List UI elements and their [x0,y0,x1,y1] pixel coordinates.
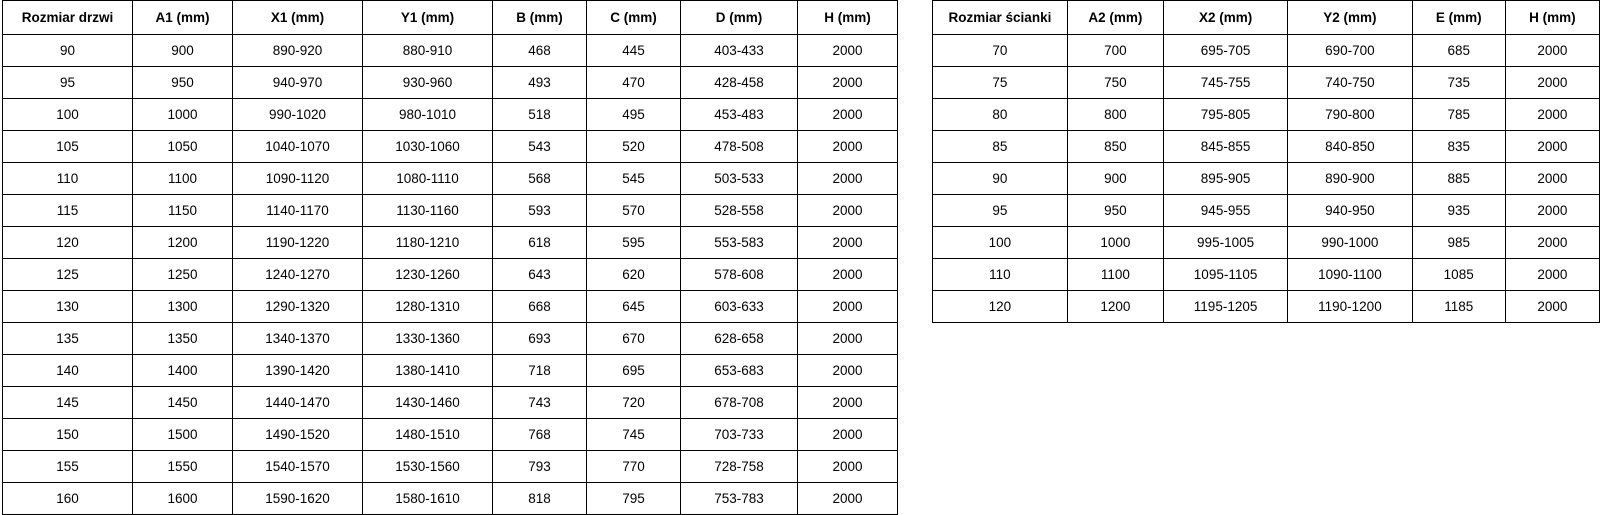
cell: 1040-1070 [233,131,363,163]
cell: 593 [493,195,587,227]
cell: 930-960 [363,67,493,99]
cell: 1230-1260 [363,259,493,291]
cell: 518 [493,99,587,131]
cell: 90 [933,163,1068,195]
cell: 110 [933,259,1068,291]
cell: 990-1000 [1288,227,1412,259]
cell: 818 [493,483,587,515]
cell: 140 [3,355,133,387]
cell: 2000 [798,323,898,355]
cell: 120 [933,291,1068,323]
table-row [3,67,898,99]
cell: 1190-1220 [233,227,363,259]
cell: 850 [1067,131,1163,163]
cell: 695 [587,355,681,387]
cell: 790-800 [1288,99,1412,131]
cell: 2000 [1505,259,1599,291]
cell: 520 [587,131,681,163]
cell: 1330-1360 [363,323,493,355]
cell: 578-608 [681,259,798,291]
cell: 835 [1412,131,1505,163]
cell: 1400 [133,355,233,387]
cell: 493 [493,67,587,99]
cell: 1085 [1412,259,1505,291]
cell: 940-970 [233,67,363,99]
cell: 403-433 [681,35,798,67]
cell: 553-583 [681,227,798,259]
cell: 770 [587,451,681,483]
cell: 1600 [133,483,233,515]
cell: 980-1010 [363,99,493,131]
cell: 1590-1620 [233,483,363,515]
cell: 2000 [1505,131,1599,163]
cell: 753-783 [681,483,798,515]
cell: 940-950 [1288,195,1412,227]
cell: 2000 [798,355,898,387]
column-header-y1: Y1 (mm) [363,1,493,35]
column-header-c: C (mm) [587,1,681,35]
cell: 1180-1210 [363,227,493,259]
table-row [933,195,1600,227]
doors-dimensions-table [2,0,898,515]
cell: 1095-1105 [1163,259,1287,291]
cell: 1480-1510 [363,419,493,451]
cell: 2000 [798,483,898,515]
cell: 1450 [133,387,233,419]
cell: 2000 [798,291,898,323]
cell: 1540-1570 [233,451,363,483]
cell: 2000 [798,99,898,131]
cell: 840-850 [1288,131,1412,163]
walls-dimensions-table [932,0,1600,323]
cell: 2000 [1505,163,1599,195]
cell: 75 [933,67,1068,99]
cell: 645 [587,291,681,323]
cell: 1185 [1412,291,1505,323]
cell: 1200 [1067,291,1163,323]
cell: 1490-1520 [233,419,363,451]
cell: 653-683 [681,355,798,387]
cell: 720 [587,387,681,419]
cell: 890-920 [233,35,363,67]
column-header-h: H (mm) [798,1,898,35]
table-row [3,483,898,515]
cell: 160 [3,483,133,515]
cell: 768 [493,419,587,451]
table-header-row [933,1,1600,35]
column-header-y2: Y2 (mm) [1288,1,1412,35]
cell: 2000 [798,451,898,483]
cell: 800 [1067,99,1163,131]
cell: 1195-1205 [1163,291,1287,323]
cell: 1080-1110 [363,163,493,195]
cell: 1250 [133,259,233,291]
cell: 795-805 [1163,99,1287,131]
cell: 885 [1412,163,1505,195]
cell: 478-508 [681,131,798,163]
table-row [933,259,1600,291]
walls-table-head [933,1,1600,35]
cell: 2000 [798,35,898,67]
cell: 125 [3,259,133,291]
cell: 2000 [798,163,898,195]
cell: 468 [493,35,587,67]
cell: 2000 [798,387,898,419]
cell: 110 [3,163,133,195]
column-header-b: B (mm) [493,1,587,35]
cell: 1090-1120 [233,163,363,195]
cell: 795 [587,483,681,515]
cell: 743 [493,387,587,419]
cell: 900 [133,35,233,67]
table-row [3,451,898,483]
cell: 735 [1412,67,1505,99]
cell: 2000 [798,131,898,163]
cell: 1200 [133,227,233,259]
column-header-x2: X2 (mm) [1163,1,1287,35]
table-header-row [3,1,898,35]
cell: 1430-1460 [363,387,493,419]
cell: 568 [493,163,587,195]
cell: 1030-1060 [363,131,493,163]
cell: 115 [3,195,133,227]
cell: 1390-1420 [233,355,363,387]
table-row [3,35,898,67]
doors-dimensions-table-block [2,0,898,515]
cell: 2000 [1505,67,1599,99]
table-row [3,163,898,195]
cell: 1140-1170 [233,195,363,227]
cell: 80 [933,99,1068,131]
cell: 895-905 [1163,163,1287,195]
table-row [933,163,1600,195]
cell: 740-750 [1288,67,1412,99]
cell: 2000 [1505,99,1599,131]
table-row [3,99,898,131]
cell: 595 [587,227,681,259]
table-row [3,355,898,387]
table-row [933,131,1600,163]
table-row [3,419,898,451]
cell: 95 [3,67,133,99]
cell: 1580-1610 [363,483,493,515]
doors-table-head [3,1,898,35]
cell: 150 [3,419,133,451]
cell: 495 [587,99,681,131]
cell: 750 [1067,67,1163,99]
cell: 545 [587,163,681,195]
cell: 1130-1160 [363,195,493,227]
cell: 130 [3,291,133,323]
cell: 950 [133,67,233,99]
cell: 543 [493,131,587,163]
column-header-rozmiar-drzwi: Rozmiar drzwi [3,1,133,35]
cell: 678-708 [681,387,798,419]
cell: 728-758 [681,451,798,483]
cell: 603-633 [681,291,798,323]
cell: 785 [1412,99,1505,131]
table-row [3,323,898,355]
cell: 2000 [798,67,898,99]
cell: 670 [587,323,681,355]
cell: 1550 [133,451,233,483]
cell: 745 [587,419,681,451]
cell: 685 [1412,35,1505,67]
table-row [933,99,1600,131]
table-row [933,227,1600,259]
cell: 105 [3,131,133,163]
cell: 528-558 [681,195,798,227]
cell: 900 [1067,163,1163,195]
table-row [933,291,1600,323]
column-header-h: H (mm) [1505,1,1599,35]
table-row [933,67,1600,99]
cell: 2000 [798,195,898,227]
table-row [3,227,898,259]
column-header-d: D (mm) [681,1,798,35]
cell: 990-1020 [233,99,363,131]
cell: 1150 [133,195,233,227]
cell: 1000 [1067,227,1163,259]
cell: 1300 [133,291,233,323]
cell: 2000 [798,259,898,291]
cell: 428-458 [681,67,798,99]
cell: 890-900 [1288,163,1412,195]
cell: 1350 [133,323,233,355]
column-header-rozmiar-scianki: Rozmiar ścianki [933,1,1068,35]
cell: 1280-1310 [363,291,493,323]
table-row [3,387,898,419]
cell: 690-700 [1288,35,1412,67]
table-row [3,259,898,291]
cell: 935 [1412,195,1505,227]
cell: 745-755 [1163,67,1287,99]
cell: 100 [3,99,133,131]
cell: 2000 [1505,195,1599,227]
cell: 1290-1320 [233,291,363,323]
cell: 155 [3,451,133,483]
cell: 95 [933,195,1068,227]
cell: 985 [1412,227,1505,259]
cell: 695-705 [1163,35,1287,67]
column-header-a2: A2 (mm) [1067,1,1163,35]
cell: 100 [933,227,1068,259]
cell: 1100 [133,163,233,195]
table-row [3,291,898,323]
column-header-a1: A1 (mm) [133,1,233,35]
cell: 1240-1270 [233,259,363,291]
cell: 2000 [798,419,898,451]
cell: 945-955 [1163,195,1287,227]
cell: 120 [3,227,133,259]
cell: 570 [587,195,681,227]
cell: 1380-1410 [363,355,493,387]
cell: 145 [3,387,133,419]
cell: 470 [587,67,681,99]
cell: 718 [493,355,587,387]
cell: 1000 [133,99,233,131]
cell: 2000 [1505,35,1599,67]
cell: 1440-1470 [233,387,363,419]
cell: 950 [1067,195,1163,227]
cell: 700 [1067,35,1163,67]
cell: 445 [587,35,681,67]
cell: 668 [493,291,587,323]
walls-table-body [933,35,1600,323]
table-row [3,131,898,163]
cell: 693 [493,323,587,355]
cell: 1340-1370 [233,323,363,355]
walls-dimensions-table-block [932,0,1600,323]
cell: 628-658 [681,323,798,355]
cell: 1100 [1067,259,1163,291]
cell: 135 [3,323,133,355]
cell: 880-910 [363,35,493,67]
cell: 453-483 [681,99,798,131]
cell: 845-855 [1163,131,1287,163]
cell: 643 [493,259,587,291]
cell: 1500 [133,419,233,451]
cell: 995-1005 [1163,227,1287,259]
cell: 2000 [1505,227,1599,259]
cell: 1190-1200 [1288,291,1412,323]
column-header-e: E (mm) [1412,1,1505,35]
table-row [3,195,898,227]
table-row [933,35,1600,67]
doors-table-body [3,35,898,515]
cell: 703-733 [681,419,798,451]
cell: 90 [3,35,133,67]
cell: 2000 [798,227,898,259]
cell: 85 [933,131,1068,163]
cell: 793 [493,451,587,483]
cell: 1050 [133,131,233,163]
cell: 1530-1560 [363,451,493,483]
cell: 1090-1100 [1288,259,1412,291]
cell: 503-533 [681,163,798,195]
cell: 70 [933,35,1068,67]
cell: 618 [493,227,587,259]
cell: 2000 [1505,291,1599,323]
cell: 620 [587,259,681,291]
column-header-x1: X1 (mm) [233,1,363,35]
